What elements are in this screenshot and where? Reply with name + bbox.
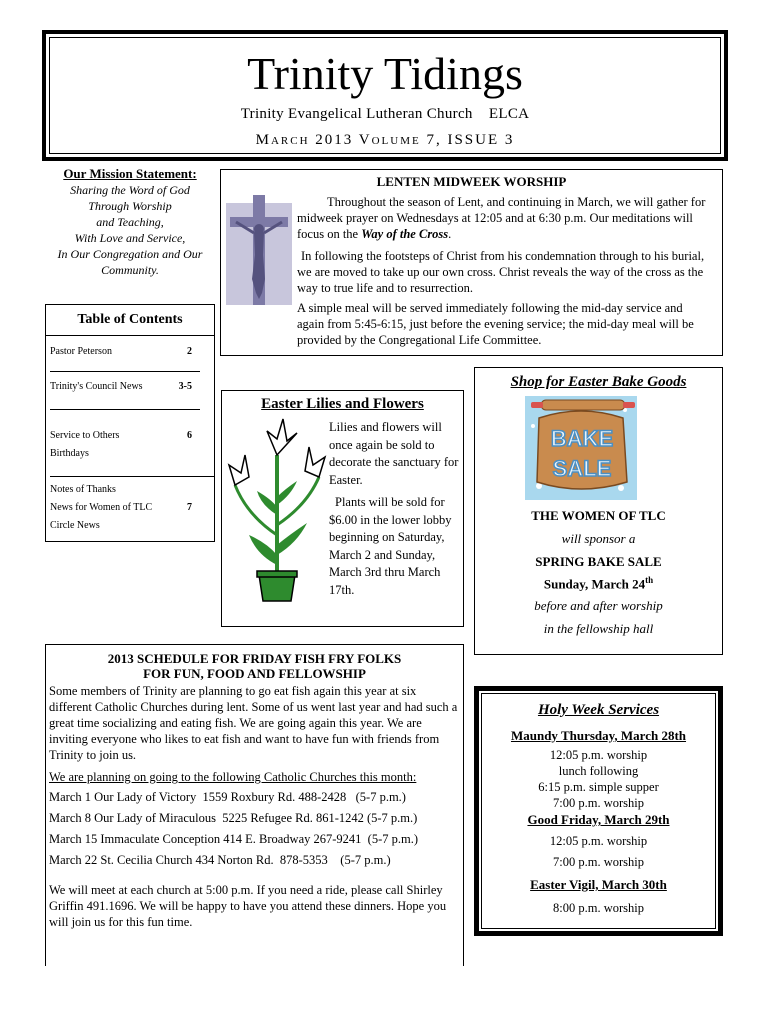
bake-sale-article (474, 367, 723, 655)
toc-entry-page: 6 (187, 430, 192, 441)
fish-planning: We are planning on going to the following Catholic Churches this month: (49, 770, 417, 784)
lilies-heading: Easter Lilies and Flowers (261, 396, 424, 412)
toc-heading: Table of Contents (46, 305, 214, 336)
toc-entry-page: 7 (187, 502, 192, 513)
holy-week-inner-frame (481, 693, 716, 929)
service-time: 6:15 p.m. simple supper (538, 780, 659, 794)
toc-divider (50, 476, 214, 477)
lenten-paragraph-2: In following the footsteps of Christ from his condemnation through to his burial, we are moved to take up our own cross. Christ reveals the way of the cross as the way to true life and to resurrection. (297, 249, 705, 295)
toc-divider (50, 409, 200, 410)
maundy-thursday-heading: Maundy Thursday, March 28th (510, 728, 687, 743)
table-of-contents (45, 304, 215, 542)
lilies-paragraph-1: Lilies and flowers will once again be sold to decorate the sanctuary for Easter. (329, 420, 459, 487)
way-of-the-cross: Way of the Cross (361, 227, 449, 241)
fish-closing: We will meet at each church at 5:00 p.m. If you need a ride, please call Shirley Griffin 491.1696. We will be happy to have you attend these dinners. Hope you will join us for this fun time. (49, 883, 447, 929)
fish-fry-article (45, 644, 464, 966)
masthead-inner-frame (49, 37, 721, 154)
bake-sale-sign-icon (525, 396, 637, 500)
lenten-paragraph-1 (297, 194, 712, 242)
lenten-paragraph-3: A simple meal will be served immediately following the mid-day service and again from 5:45-6:15, just before the evening service; the mid-day meal will be provided by the Congregational Life Committee. (297, 301, 694, 347)
fish-date-row: March 8 Our Lady of Miraculous 5225 Refugee Rd. 861-1242 (5-7 p.m.) (49, 811, 418, 825)
bake-date: Sunday, March 24 (543, 576, 646, 592)
bake-line-3: SPRING BAKE SALE (535, 554, 662, 569)
toc-entry-text: Service to Others Birthdays (50, 430, 120, 459)
lenten-p1-text: Throughout the season of Lent, and continuing in March, we will gather for midweek prayer on Wednesdays at 12:05 and at 6:30 p.m. Our meditations will focus on the (297, 195, 706, 241)
mission-heading: Our Mission Statement: (63, 166, 197, 181)
toc-entry-text: Trinity's Council News (50, 381, 143, 392)
fish-date-row: March 15 Immaculate Conception 414 E. Broadway 267-9241 (5-7 p.m.) (49, 832, 419, 846)
service-time: 8:00 p.m. worship (553, 901, 644, 915)
toc-entry-page: 3-5 (178, 381, 192, 392)
toc-entry-text: Pastor Peterson (50, 346, 112, 357)
bake-line-6: in the fellowship hall (543, 621, 654, 636)
fish-heading-line-1: 2013 SCHEDULE FOR FRIDAY FISH FRY FOLKS (107, 651, 402, 666)
holy-week-services (474, 686, 723, 936)
masthead (42, 30, 728, 161)
issue-line: March 2013 Volume 7, ISSUE 3 (255, 132, 515, 148)
lenten-worship-article (220, 169, 723, 356)
mission-statement (46, 166, 214, 278)
lenten-p1-end: . (448, 227, 452, 241)
bake-sign-top: BAKE (550, 426, 614, 451)
fish-date-row: March 1 Our Lady of Victory 1559 Roxbury Rd. 488-2428 (5-7 p.m.) (49, 790, 406, 804)
lenten-heading: LENTEN MIDWEEK WORSHIP (376, 174, 567, 189)
church-name: Trinity Evangelical Lutheran Church ELCA (240, 106, 530, 122)
bake-sign-bottom: SALE (552, 456, 612, 481)
easter-lilies-article (221, 390, 464, 627)
service-time: 7:00 p.m. worship (553, 796, 644, 810)
mission-body: Sharing the Word of God Through Worship and Teaching, With Love and Service, In Our Congregation and Our Community. (57, 183, 203, 277)
bake-date-suffix: th (645, 575, 654, 585)
bake-line-1: THE WOMEN OF TLC (531, 508, 666, 523)
bake-line-2: will sponsor a (561, 531, 636, 546)
service-time: 12:05 p.m. worship (549, 834, 648, 848)
bake-line-5: before and after worship (534, 598, 663, 613)
newsletter-title: Trinity Tidings (247, 48, 523, 99)
easter-lily-icon (227, 415, 327, 605)
service-time: 7:00 p.m. worship (553, 855, 644, 869)
fish-intro: Some members of Trinity are planning to go eat fish again this year at six different Catholic Churches during lent. Some of us went last year and had such a great time socializing and eating fish. We are going again this year. We are inviting everyone who likes to eat fish and want to have fun with friends from Trinity to join us. (49, 684, 458, 762)
bake-heading: Shop for Easter Bake Goods (510, 374, 687, 390)
good-friday-heading: Good Friday, March 29th (527, 812, 670, 827)
toc-entry-text: Notes of Thanks News for Women of TLC Circle News (50, 484, 153, 531)
holy-week-heading: Holy Week Services (537, 702, 660, 718)
easter-vigil-heading: Easter Vigil, March 30th (530, 877, 667, 892)
service-time: 12:05 p.m. worship (549, 748, 648, 762)
toc-entry-page: 2 (187, 346, 192, 357)
toc-divider (50, 371, 200, 372)
crucifix-icon (226, 195, 292, 305)
fish-heading-line-2: FOR FUN, FOOD AND FELLOWSHIP (143, 666, 366, 681)
fish-heading (46, 651, 463, 681)
lilies-paragraph-2: Plants will be sold for $6.00 in the lower lobby beginning on Saturday, March 2 and Sunday, March 3rd thru March 17th. (329, 495, 452, 597)
service-time: lunch following (558, 764, 639, 778)
bake-line-4 (475, 575, 722, 592)
fish-date-row: March 22 St. Cecilia Church 434 Norton Rd. 878-5353 (5-7 p.m.) (49, 853, 391, 867)
